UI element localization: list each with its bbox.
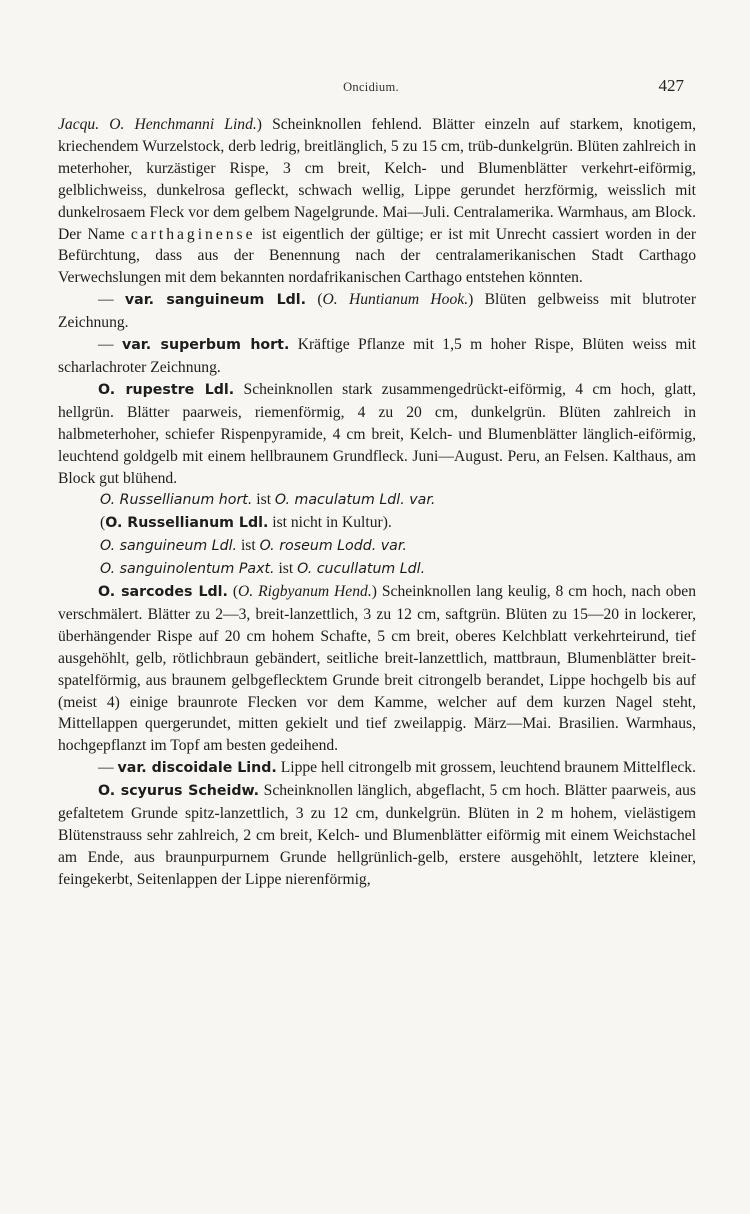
term-it: Jacqu. O. Henchmanni Lind. <box>58 116 257 133</box>
term-sp: carthaginense <box>130 225 256 243</box>
entries-block-2 <box>58 581 696 891</box>
paragraph <box>58 114 696 289</box>
term-b: var. sanguineum Ldl. <box>124 292 307 309</box>
term-b: O. scyurus Scheidw. <box>98 783 260 800</box>
paragraph <box>58 334 696 379</box>
term-it: O. Rigbyanum Hend. <box>238 583 372 601</box>
text-run: Kräftige Pflanze mit 1,5 m hoher Rispe, Blüten weiss mit scharlachroter Zeichnung. <box>58 336 697 376</box>
synonym-line <box>100 489 696 512</box>
term-isans: O. sanguineum Ldl. <box>100 538 238 555</box>
text-run: ) Blüten gelbweiss mit blutroter Zeichnung. <box>58 291 697 332</box>
term-b: O. Russellianum Ldl. <box>105 515 269 532</box>
text-run: Lippe hell citrongelb mit grossem, leuchtend braunem Mittelfleck. <box>276 759 696 777</box>
text-run: ( <box>306 291 323 309</box>
paragraph <box>58 289 696 334</box>
running-head: Oncidium. <box>343 80 399 94</box>
term-isans: O. roseum Lodd. var. <box>259 538 407 555</box>
synonym-line <box>100 535 696 558</box>
term-isans: O. maculatum Ldl. var. <box>274 492 436 509</box>
text-run: Scheinknollen stark zusammengedrückt-eiförmig, 4 cm hoch, glatt, hellgrün. Blätter paarweis, riemenförmig, 4 zu 20 cm, dunkelgrün. Blüten zahlreich in halbmeterhoher, schiefer Rispenpyramide, 4 cm breit, Kelch- und Blumenblätter länglich-eiförmig, leuchtend goldgelb mit einem hellbraunem Grundfleck. Juni—August. Peru, an Felsen. Kalthaus, am Block gut blühend. <box>58 380 697 487</box>
text-run: Scheinknollen länglich, abgeflacht, 5 cm hoch. Blätter paarweis, aus gefaltetem Grunde spitz-lanzettlich, 3 zu 12 cm, dunkelgrün. Blüten in 2 m hohem, vielästigem Blütenstrauss sehr zahlreich, 2 cm breit, Kelch- und Blumenblätter eiförmig mit einem Weichstachel am Ende, aus braunpurpurnem Grunde hellgrünlich-gelb, erstere ausgehöhlt, letztere kleiner, feingekerbt, Seitenlappen der Lippe nierenförmig, <box>58 782 696 888</box>
text-run: ( <box>100 514 106 532</box>
term-b: var. discoidale Lind. <box>117 760 277 777</box>
term-b: var. superbum hort. <box>121 337 290 354</box>
text-run: — <box>98 336 122 354</box>
text-run: ) Scheinknollen fehlend. Blätter einzeln auf starkem, knotigem, kriechendem Wurzelstock, derb ledrig, breitlänglich, 5 zu 15 cm, trüb-dunkelgrün. Blüten zahlreich in meterhoher, kurzästiger Rispe, 3 cm breit, Kelch- und Blumenblätter verkehrt-eiförmig, gelblichweiss, dunkelrosa gefleckt, schwach wellig, Lippe gerundet herzförmig, weisslich mit dunkelrosaem Fleck vor dem gelbem Nagelgrunde. Mai—Juli. Centralamerika. Warmhaus, am Block. Der Name <box>58 116 696 243</box>
page-number: 427 <box>658 76 684 95</box>
term-b: O. sarcodes Ldl. <box>98 584 228 601</box>
term-b: O. rupestre Ldl. <box>98 381 235 398</box>
text-run: ist <box>237 537 260 555</box>
text-run: ist nicht in Kultur). <box>268 514 392 532</box>
term-it: O. Huntianum Hook. <box>322 291 469 309</box>
entries-block-1 <box>58 114 696 489</box>
text-run: — <box>98 291 125 309</box>
synonym-list <box>58 489 696 581</box>
term-isans: O. Russellianum hort. <box>100 492 253 509</box>
text-run: ) Scheinknollen lang keulig, 8 cm hoch, nach oben verschmälert. Blätter zu 2—3, breit-lanzettlich, 3 zu 12 cm, saftgrün. Blüten zu 15—20 in lockerer, überhängender Rispe auf 20 cm hohem Schafte, 5 cm breit, oberes Kelchblatt verkehrteirund, tief ausgehöhlt, gelb, rötlichbraun gebändert, seitliche breit-lanzettlich, mattbraun, Blumenblätter breit-spatelförmig, aus braunem gelbgeflecktem Grunde breit citrongelb berandet, Lippe hochgelb bis auf (meist 4) einige braunrote Flecken vor dem Kamme, welcher auf dem kurzen Nagel steht, Mittellappen quergerundet, mitten gekielt und tief zweilappig. März—Mai. Brasilien. Warmhaus, hochgepflanzt im Topf am besten gedeihend. <box>58 583 697 755</box>
body-text <box>58 114 696 891</box>
paragraph <box>58 379 696 490</box>
paragraph <box>58 780 696 891</box>
synonym-line <box>100 558 696 581</box>
paragraph <box>58 581 696 757</box>
text-run: ist <box>252 491 275 509</box>
text-run: ( <box>227 583 239 601</box>
text-run: — <box>98 759 118 777</box>
page-header <box>58 76 684 100</box>
synonym-line <box>100 512 696 535</box>
term-isans: O. sanguinolentum Paxt. <box>100 561 275 578</box>
text-run: ist eigentlich der gültige; er ist mit Unrecht cassiert worden in der Befürchtung, dass aus der Benennung nach der centralamerikanischen Stadt Carthago Verwechslungen mit dem bekannten nordafrikanischen Carthago entstehen könnten. <box>58 225 697 287</box>
paragraph <box>58 757 696 780</box>
text-run: ist <box>274 560 298 578</box>
term-isans: O. cucullatum Ldl. <box>297 561 426 578</box>
